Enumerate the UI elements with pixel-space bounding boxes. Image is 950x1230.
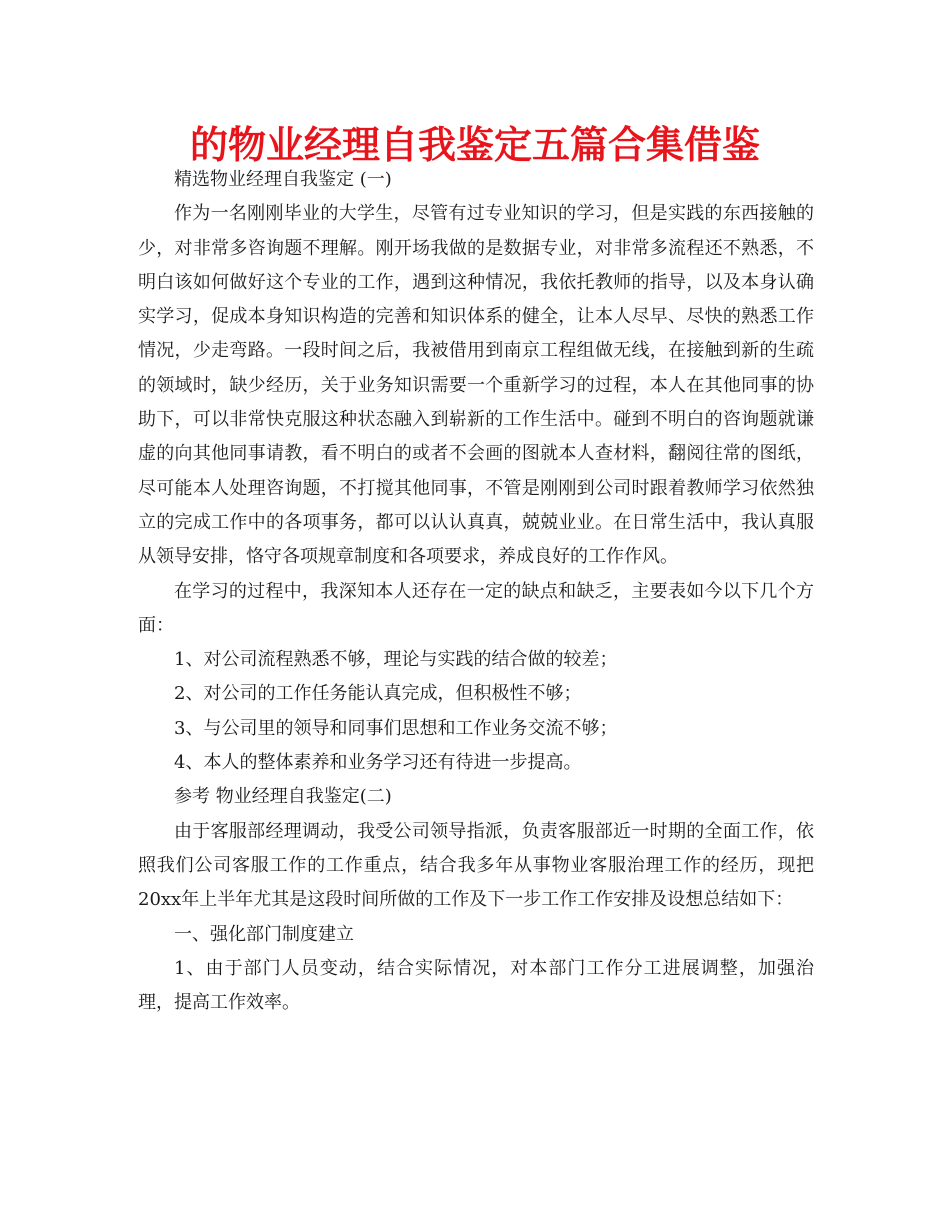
list-item: 2、对公司的工作任务能认真完成，但积极性不够； [174,683,582,705]
body-paragraph: 在学习的过程中，我深知本人还存在一定的缺点和缺乏，主要表如今以下几个方面： [138,580,814,636]
list-item: 3、与公司里的领导和同事们思想和工作业务交流不够； [174,717,618,739]
document-title: 的物业经理自我鉴定五篇合集借鉴 [189,123,760,167]
subsection-heading: 一、强化部门制度建立 [174,923,354,945]
body-paragraph: 由于客服部经理调动，我受公司领导指派，负责客服部近一时期的全面工作，依照我们公司客服工作的工作重点，结合我多年从事物业客服治理工作的经历，现把20xx年上半年尤其是这段时间所做的工作及下一步工作工作安排及设想总结如下： [138,820,814,911]
body-paragraph: 作为一名刚刚毕业的大学生，尽管有过专业知识的学习，但是实践的东西接触的少，对非常多咨询题不理解。刚开场我做的是数据专业，对非常多流程还不熟悉，不明白该如何做好这个专业的工作，遇到这种情况，我依托教师的指导，以及本身认确实学习，促成本身知识构造的完善和知识体系的健全，让本人尽早、尽快的熟悉工作情况，少走弯路。一段时间之后，我被借用到南京工程组做无线，在接触到新的生疏的领域时，缺少经历，关于业务知识需要一个重新学习的过程，本人在其他同事的协助下，可以非常快克服这种状态融入到崭新的工作生活中。碰到不明白的咨询题就谦虚的向其他同事请教，看不明白的或者不会画的图就本人查材料，翻阅往常的图纸，尽可能本人处理咨询题，不打搅其他同事，不管是刚刚到公司时跟着教师学习依然独立的完成工作中的各项事务，都可以认认真真，兢兢业业。在日常生活中，我认真服从领导安排，恪守各项规章制度和各项要求，养成良好的工作作风。 [138,203,814,568]
list-item: 1、对公司流程熟悉不够，理论与实践的结合做的较差； [174,649,618,671]
body-paragraph: 1、由于部门人员变动，结合实际情况，对本部门工作分工进展调整，加强治理，提高工作效率。 [138,957,814,1014]
list-item: 4、本人的整体素养和业务学习还有待进一步提高。 [174,752,582,774]
section-heading-2: 参考 物业经理自我鉴定(二) [174,786,392,808]
document-body [138,163,814,1020]
section-heading-1: 精选物业经理自我鉴定 (一) [174,169,392,190]
